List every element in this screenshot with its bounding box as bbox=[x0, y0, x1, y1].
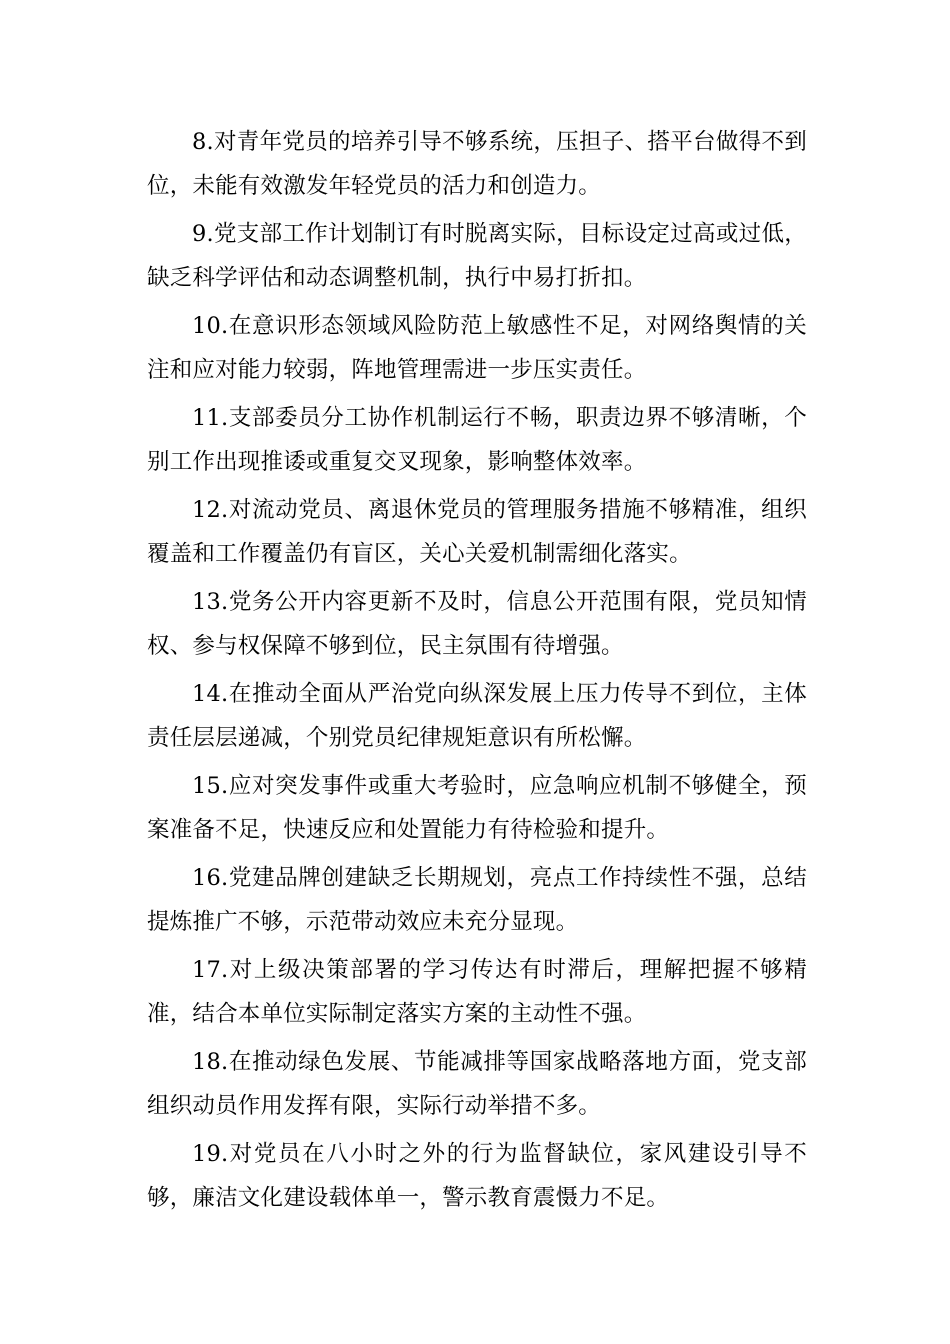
paragraph-item-9: 9.党支部工作计划制订有时脱离实际，目标设定过高或过低，缺乏科学评估和动态调整机制，执行中易打折扣。 bbox=[147, 221, 807, 291]
paragraph-item-18: 18.在推动绿色发展、节能减排等国家战略落地方面，党支部组织动员作用发挥有限，实际行动举措不多。 bbox=[147, 1049, 807, 1119]
paragraph-item-8: 8.对青年党员的培养引导不够系统，压担子、搭平台做得不到位，未能有效激发年轻党员的活力和创造力。 bbox=[147, 129, 807, 199]
paragraph-item-10: 10.在意识形态领域风险防范上敏感性不足，对网络舆情的关注和应对能力较弱，阵地管理需进一步压实责任。 bbox=[147, 313, 807, 383]
paragraph-item-15: 15.应对突发事件或重大考验时，应急响应机制不够健全，预案准备不足，快速反应和处置能力有待检验和提升。 bbox=[147, 773, 807, 843]
paragraph-item-16: 16.党建品牌创建缺乏长期规划，亮点工作持续性不强，总结提炼推广不够，示范带动效应未充分显现。 bbox=[147, 865, 807, 935]
paragraph-item-12: 12.对流动党员、离退休党员的管理服务措施不够精准，组织覆盖和工作覆盖仍有盲区，关心关爱机制需细化落实。 bbox=[147, 497, 807, 567]
paragraph-item-14: 14.在推动全面从严治党向纵深发展上压力传导不到位，主体责任层层递减，个别党员纪律规矩意识有所松懈。 bbox=[147, 681, 807, 751]
document-body bbox=[147, 121, 807, 1225]
paragraph-item-17: 17.对上级决策部署的学习传达有时滞后，理解把握不够精准，结合本单位实际制定落实方案的主动性不强。 bbox=[147, 957, 807, 1027]
paragraph-item-11: 11.支部委员分工协作机制运行不畅，职责边界不够清晰，个别工作出现推诿或重复交叉现象，影响整体效率。 bbox=[147, 405, 807, 475]
paragraph-item-19: 19.对党员在八小时之外的行为监督缺位，家风建设引导不够，廉洁文化建设载体单一，警示教育震慑力不足。 bbox=[147, 1141, 807, 1211]
paragraph-item-13: 13.党务公开内容更新不及时，信息公开范围有限，党员知情权、参与权保障不够到位，民主氛围有待增强。 bbox=[147, 589, 807, 659]
